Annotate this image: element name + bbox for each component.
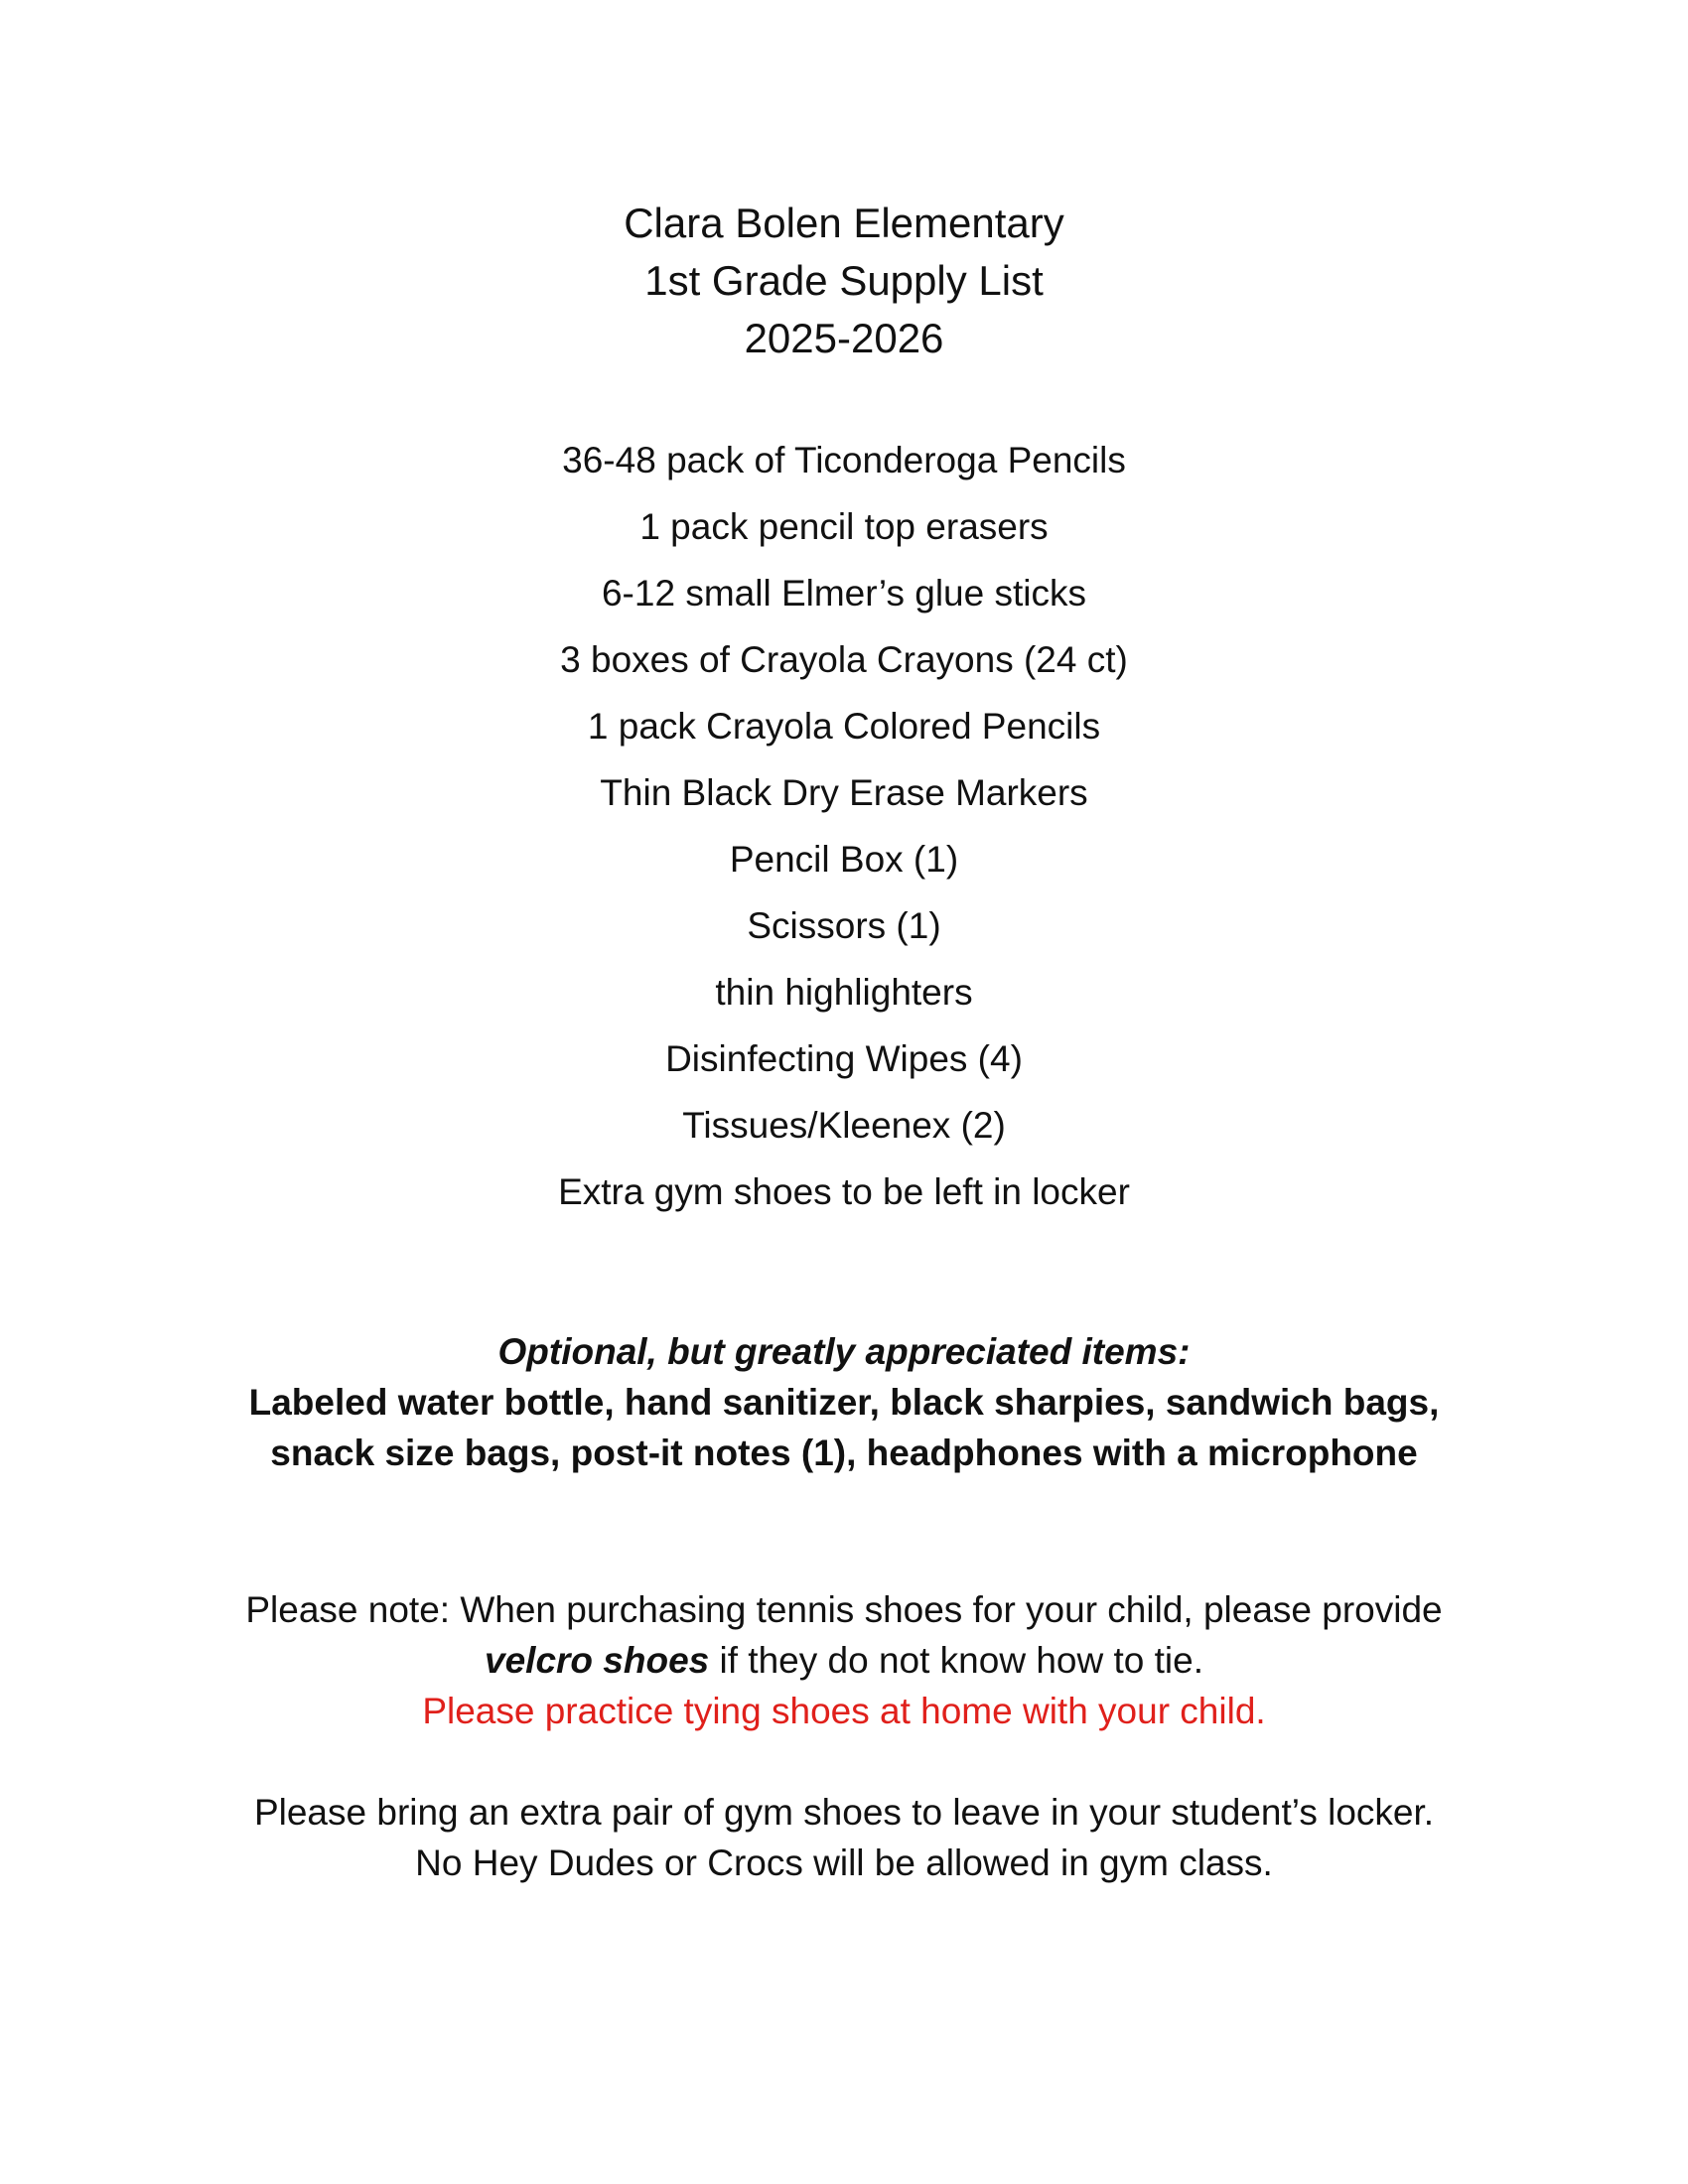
gym-note-line-1: Please bring an extra pair of gym shoes to leave in your student’s locker.: [253, 1792, 1435, 1833]
list-title: 1st Grade Supply List: [644, 257, 1044, 304]
velcro-emphasis: velcro shoes: [485, 1640, 710, 1681]
school-year: 2025-2026: [744, 315, 944, 361]
supply-item: Thin Black Dry Erase Markers: [600, 772, 1088, 813]
gym-shoes-note-section: [0, 1787, 1688, 1888]
supply-item: 6-12 small Elmer’s glue sticks: [601, 573, 1086, 614]
practice-tying-note: Please practice tying shoes at home with your child.: [422, 1691, 1266, 1731]
shoes-note-line-2: [0, 1635, 1688, 1686]
supply-item: 36-48 pack of Ticonderoga Pencils: [562, 440, 1126, 480]
supply-item: thin highlighters: [715, 972, 973, 1013]
supply-item: Tissues/Kleenex (2): [682, 1105, 1006, 1146]
supply-item: 1 pack pencil top erasers: [639, 506, 1049, 547]
shoes-note-line-1: Please note: When purchasing tennis shoes for your child, please provide: [245, 1589, 1443, 1630]
optional-heading: Optional, but greatly appreciated items:: [497, 1331, 1191, 1372]
shoes-note-section: [0, 1584, 1688, 1736]
supply-item: 3 boxes of Crayola Crayons (24 ct): [560, 639, 1128, 680]
optional-items-section: [0, 1326, 1688, 1478]
optional-items-line-1: Labeled water bottle, hand sanitizer, black sharpies, sandwich bags,: [248, 1382, 1440, 1423]
shoes-note-line-2-rest: if they do not know how to tie.: [709, 1640, 1203, 1681]
supply-item: Extra gym shoes to be left in locker: [558, 1171, 1130, 1212]
school-name: Clara Bolen Elementary: [624, 200, 1064, 246]
supply-item: Disinfecting Wipes (4): [665, 1038, 1023, 1079]
supply-item: 1 pack Crayola Colored Pencils: [587, 706, 1101, 747]
supply-item: Pencil Box (1): [729, 839, 959, 880]
gym-note-line-2: No Hey Dudes or Crocs will be allowed in gym class.: [415, 1843, 1273, 1883]
optional-items-line-2: snack size bags, post-it notes (1), headphones with a microphone: [270, 1433, 1418, 1473]
document-header: [0, 195, 1688, 367]
supply-item: Scissors (1): [747, 905, 941, 946]
supply-list: [0, 427, 1688, 1225]
